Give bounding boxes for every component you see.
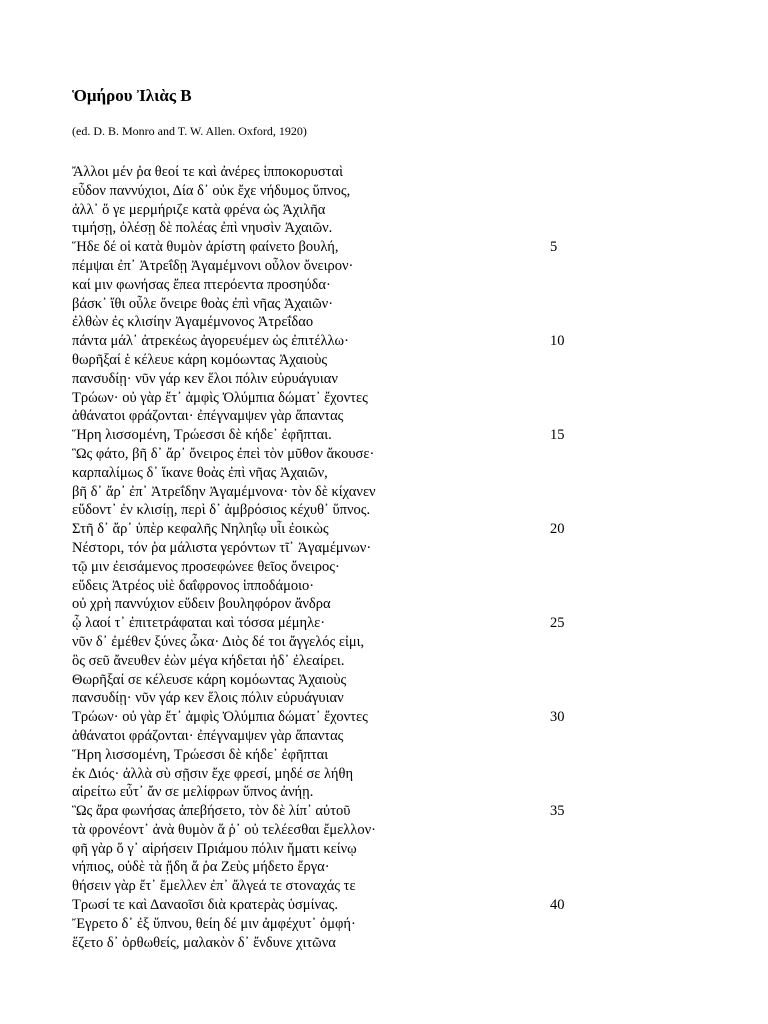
line-number: 35 — [550, 803, 565, 820]
line-number: 20 — [550, 521, 565, 538]
verse-line — [72, 351, 672, 370]
verse-line — [72, 389, 672, 408]
verse-line — [72, 332, 672, 351]
verse-text: τῷ μιν ἐεισάμενος προσεφώνεε θεῖος ὄνειρος· — [72, 558, 340, 575]
verse-line — [72, 483, 672, 502]
verse-text: ἕζετο δ᾽ ὀρθωθείς, μαλακὸν δ᾽ ἔνδυνε χιτῶνα — [72, 934, 336, 951]
verse-line — [72, 182, 672, 201]
verse-line — [72, 727, 672, 746]
verse-text: εὕδοντ᾽ ἐν κλισίῃ, περὶ δ᾽ ἀμβρόσιος κέχυθ᾽ ὕπνος. — [72, 502, 371, 519]
verse-text: ᾧ λαοί τ᾽ ἐπιτετράφαται καὶ τόσσα μέμηλε· — [72, 615, 326, 632]
verse-text: πανσυδίῃ· νῦν γάρ κεν ἕλοις πόλιν εὐρυάγυιαν — [72, 690, 344, 707]
verse-text: νῦν δ᾽ ἐμέθεν ξύνες ὦκα· Διὸς δέ τοι ἄγγελός εἰμι, — [72, 633, 365, 650]
verse-line — [72, 520, 672, 539]
verse-text: Ἔγρετο δ᾽ ἐξ ὕπνου, θείη δέ μιν ἀμφέχυτ᾽ ὀμφή· — [72, 915, 356, 932]
verse-text: ἀλλ᾽ ὅ γε μερμήριζε κατὰ φρένα ὡς Ἀχιλῆα — [72, 201, 326, 218]
verse-text: βάσκ᾽ ἴθι οὖλε ὄνειρε θοὰς ἐπὶ νῆας Ἀχαιῶν· — [72, 295, 334, 312]
verse-text: Ἥρη λισσομένη, Τρώεσσι δὲ κήδε᾽ ἐφῆπται. — [72, 427, 332, 444]
verse-line — [72, 595, 672, 614]
verse-text: Τρώων· οὐ γὰρ ἔτ᾽ ἀμφὶς Ὀλύμπια δώματ᾽ ἔχοντες — [72, 389, 368, 406]
verse-text: Στῆ δ᾽ ἄρ᾽ ὑπὲρ κεφαλῆς Νηληΐῳ υἷι ἐοικὼς — [72, 521, 329, 538]
verse-line — [72, 257, 672, 276]
verse-line — [72, 163, 672, 182]
verse-text: καί μιν φωνήσας ἔπεα πτερόεντα προσηύδα· — [72, 276, 331, 293]
verse-line — [72, 539, 672, 558]
line-number: 10 — [550, 333, 565, 350]
verse-text: αἱρείτω εὖτ᾽ ἄν σε μελίφρων ὕπνος ἀνήῃ. — [72, 784, 314, 801]
verse-text: τὰ φρονέοντ᾽ ἀνὰ θυμὸν ἅ ῥ᾽ οὐ τελέεσθαι ἔμελλον· — [72, 821, 376, 838]
verse-text: φῆ γὰρ ὅ γ᾽ αἱρήσειν Πριάμου πόλιν ἤματι κείνῳ — [72, 840, 357, 857]
verse-line — [72, 501, 672, 520]
verse-line — [72, 201, 672, 220]
verse-text: Θωρῆξαί σε κέλευσε κάρη κομόωντας Ἀχαιοὺς — [72, 671, 347, 688]
verse-text: Ὣς ἄρα φωνήσας ἀπεβήσετο, τὸν δὲ λίπ᾽ αὐτοῦ — [72, 803, 351, 820]
verse-line — [72, 464, 672, 483]
verse-text: νήπιος, οὐδὲ τὰ ᾔδη ἅ ῥα Ζεὺς μήδετο ἔργα· — [72, 859, 330, 876]
verse-text: ἀθάνατοι φράζονται· ἐπέγναμψεν γὰρ ἅπαντας — [72, 727, 344, 744]
verse-text: Νέστορι, τόν ῥα μάλιστα γερόντων τῖ᾽ Ἀγαμέμνων· — [72, 539, 372, 556]
verse-line — [72, 633, 672, 652]
verse-text: Ἄλλοι μέν ῥα θεοί τε καὶ ἀνέρες ἱπποκορυσταὶ — [72, 164, 343, 180]
verse-line — [72, 577, 672, 596]
verse-line — [72, 652, 672, 671]
page-title: Ὁμήρου Ἰλιὰς B — [72, 86, 192, 105]
verse-line — [72, 915, 672, 934]
poem-text — [72, 163, 672, 952]
verse-line — [72, 219, 672, 238]
verse-line — [72, 370, 672, 389]
verse-line — [72, 407, 672, 426]
verse-line — [72, 840, 672, 859]
verse-text: βῆ δ᾽ ἄρ᾽ ἐπ᾽ Ἀτρεΐδην Ἀγαμέμνονα· τὸν δὲ κίχανεν — [72, 483, 376, 500]
line-number: 5 — [550, 239, 558, 256]
verse-line — [72, 313, 672, 332]
verse-text: εὗδον παννύχιοι, Δία δ᾽ οὐκ ἔχε νήδυμος ὕπνος, — [72, 182, 351, 199]
verse-text: ὃς σεῦ ἄνευθεν ἐὼν μέγα κήδεται ἠδ᾽ ἐλεαίρει. — [72, 652, 345, 669]
line-number: 40 — [550, 897, 565, 914]
verse-text: θωρῆξαί ἑ κέλευε κάρη κομόωντας Ἀχαιοὺς — [72, 351, 328, 368]
verse-text: ἐκ Διός· ἀλλὰ σὺ σῇσιν ἔχε φρεσί, μηδέ σε λήθη — [72, 765, 354, 782]
verse-line — [72, 689, 672, 708]
verse-line — [72, 276, 672, 295]
verse-text: Τρώων· οὐ γὰρ ἔτ᾽ ἀμφὶς Ὀλύμπια δώματ᾽ ἔχοντες — [72, 709, 368, 726]
verse-line — [72, 858, 672, 877]
verse-line — [72, 708, 672, 727]
verse-line — [72, 614, 672, 633]
verse-text: Ὣς φάτο, βῆ δ᾽ ἄρ᾽ ὄνειρος ἐπεὶ τὸν μῦθον ἄκουσε· — [72, 445, 375, 462]
edition-note: (ed. D. B. Monro and T. W. Allen. Oxford, 1920) — [72, 124, 307, 138]
verse-text: Ἥδε δέ οἱ κατὰ θυμὸν ἀρίστη φαίνετο βουλή, — [72, 239, 339, 256]
verse-text: οὐ χρὴ παννύχιον εὕδειν βουληφόρον ἄνδρα — [72, 596, 331, 613]
verse-line — [72, 802, 672, 821]
verse-line — [72, 896, 672, 915]
verse-text: Ἥρη λισσομένη, Τρώεσσι δὲ κήδε᾽ ἐφῆπται — [72, 746, 329, 763]
line-number: 25 — [550, 615, 565, 632]
verse-line — [72, 877, 672, 896]
verse-text: τιμήσῃ, ὀλέσῃ δὲ πολέας ἐπὶ νηυσὶν Ἀχαιῶν. — [72, 220, 333, 237]
verse-text: Τρωσί τε καὶ Δαναοῖσι διὰ κρατερὰς ὑσμίνας. — [72, 897, 338, 914]
verse-line — [72, 765, 672, 784]
verse-line — [72, 558, 672, 577]
verse-line — [72, 238, 672, 257]
verse-line — [72, 783, 672, 802]
verse-text: πάντα μάλ᾽ ἀτρεκέως ἀγορευέμεν ὡς ἐπιτέλλω· — [72, 333, 349, 350]
verse-text: ἀθάνατοι φράζονται· ἐπέγναμψεν γὰρ ἅπαντας — [72, 408, 344, 425]
verse-text: εὕδεις Ἀτρέος υἱὲ δαΐφρονος ἱπποδάμοιο· — [72, 577, 315, 594]
verse-text: καρπαλίμως δ᾽ ἵκανε θοὰς ἐπὶ νῆας Ἀχαιῶν, — [72, 464, 328, 481]
verse-line — [72, 295, 672, 314]
verse-text: πανσυδίῃ· νῦν γάρ κεν ἕλοι πόλιν εὐρυάγυιαν — [72, 370, 338, 387]
line-number: 15 — [550, 427, 565, 444]
verse-line — [72, 426, 672, 445]
verse-text: θήσειν γὰρ ἔτ᾽ ἔμελλεν ἐπ᾽ ἄλγεά τε στοναχάς τε — [72, 878, 356, 895]
line-number: 30 — [550, 709, 565, 726]
verse-line — [72, 671, 672, 690]
verse-line — [72, 445, 672, 464]
verse-line — [72, 746, 672, 765]
verse-line — [72, 934, 672, 953]
verse-line — [72, 821, 672, 840]
verse-text: πέμψαι ἐπ᾽ Ἀτρεΐδῃ Ἀγαμέμνονι οὖλον ὄνειρον· — [72, 257, 354, 274]
verse-text: ἐλθὼν ἐς κλισίην Ἀγαμέμνονος Ἀτρεΐδαο — [72, 314, 314, 331]
